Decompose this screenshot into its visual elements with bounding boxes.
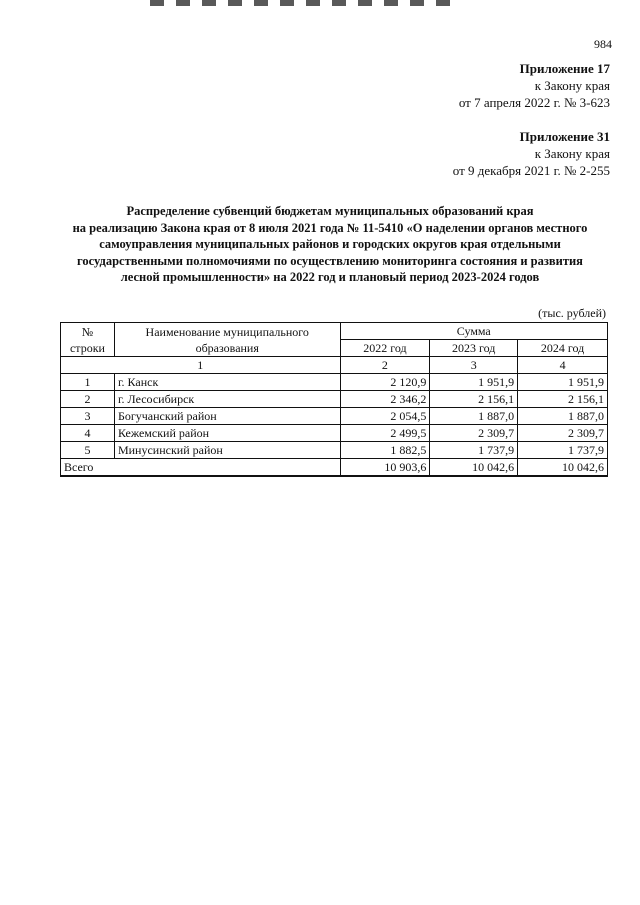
appendix-line: к Закону края <box>534 146 610 161</box>
amount-2022: 2 120,9 <box>340 374 430 391</box>
header-text: Наименование муниципального <box>145 324 309 339</box>
municipality-name: Богучанский район <box>114 408 340 425</box>
appendix-title: Приложение 31 <box>519 129 610 144</box>
row-number: 5 <box>61 442 115 459</box>
appendix-line: к Закону края <box>534 78 610 93</box>
column-number-row <box>61 357 608 374</box>
amount-2023: 2 309,7 <box>430 425 518 442</box>
amount-2022: 2 346,2 <box>340 391 430 408</box>
total-2023: 10 042,6 <box>430 459 518 477</box>
amount-2022: 2 499,5 <box>340 425 430 442</box>
amount-2024: 1 737,9 <box>518 442 608 459</box>
header-row-number <box>61 323 115 357</box>
table-header-row <box>61 323 608 340</box>
page-number: 984 <box>594 37 612 51</box>
title-line: на реализацию Закона края от 8 июля 2021 года № 11-5410 «О наделении органов местного <box>72 220 588 235</box>
header-year-2022: 2022 год <box>340 340 430 357</box>
title-line: самоуправления муниципальных районов и городских округов края отдельными <box>99 237 561 251</box>
header-year-2023: 2023 год <box>430 340 518 357</box>
column-number: 3 <box>430 357 518 374</box>
total-2022: 10 903,6 <box>340 459 430 477</box>
row-number: 1 <box>61 374 115 391</box>
table-row <box>61 425 608 442</box>
appendix-line: от 9 декабря 2021 г. № 2-255 <box>452 163 610 178</box>
scan-artifact <box>150 0 450 6</box>
amount-2023: 1 951,9 <box>430 374 518 391</box>
appendix-line: от 7 апреля 2022 г. № 3-623 <box>458 95 610 110</box>
header-sum: Сумма <box>340 323 607 340</box>
header-text: № <box>81 324 94 339</box>
amount-2024: 1 951,9 <box>518 374 608 391</box>
header-year-2024: 2024 год <box>518 340 608 357</box>
amount-2023: 2 156,1 <box>430 391 518 408</box>
units-label: (тыс. рублей) <box>538 306 606 320</box>
row-number: 3 <box>61 408 115 425</box>
municipality-name: Кежемский район <box>114 425 340 442</box>
column-number: 4 <box>518 357 608 374</box>
column-number: 1 <box>61 357 341 374</box>
table-row <box>61 391 608 408</box>
municipality-name: Минусинский район <box>114 442 340 459</box>
amount-2023: 1 737,9 <box>430 442 518 459</box>
column-number: 2 <box>340 357 430 374</box>
municipality-name: г. Канск <box>114 374 340 391</box>
appendix-17-block <box>459 60 610 111</box>
title-line: Распределение субвенций бюджетам муниципальных образований края <box>126 204 534 218</box>
distribution-table <box>60 322 608 477</box>
title-line: лесной промышленности» на 2022 год и плановый период 2023-2024 годов <box>120 270 540 284</box>
amount-2024: 2 156,1 <box>518 391 608 408</box>
amount-2024: 2 309,7 <box>518 425 608 442</box>
document-title <box>40 203 620 286</box>
header-municipality <box>114 323 340 357</box>
appendix-31-block <box>453 128 610 179</box>
amount-2022: 1 882,5 <box>340 442 430 459</box>
municipality-name: г. Лесосибирск <box>114 391 340 408</box>
total-row <box>61 459 608 477</box>
amount-2023: 1 887,0 <box>430 408 518 425</box>
table-row <box>61 408 608 425</box>
row-number: 2 <box>61 391 115 408</box>
amount-2022: 2 054,5 <box>340 408 430 425</box>
header-text: строки <box>69 340 105 355</box>
total-2024: 10 042,6 <box>518 459 608 477</box>
total-label: Всего <box>61 459 341 477</box>
table-row <box>61 374 608 391</box>
header-text: образования <box>195 340 259 355</box>
appendix-title: Приложение 17 <box>519 61 610 76</box>
row-number: 4 <box>61 425 115 442</box>
title-line: государственными полномочиями по осуществлению мониторинга состояния и развития <box>77 253 583 268</box>
amount-2024: 1 887,0 <box>518 408 608 425</box>
table-row <box>61 442 608 459</box>
